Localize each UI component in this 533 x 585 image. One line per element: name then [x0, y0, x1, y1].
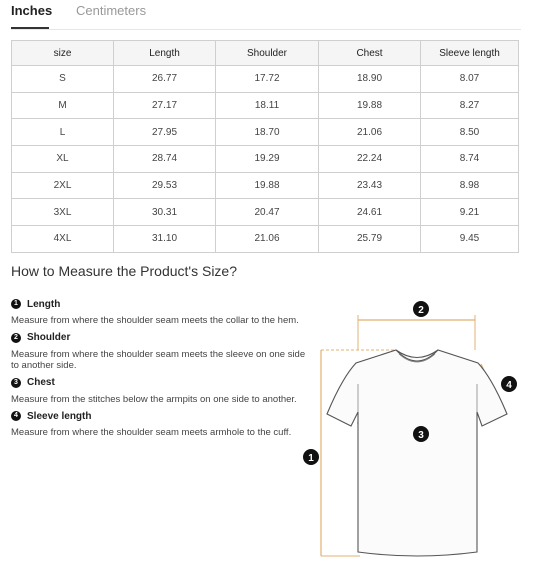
cell-sleeve-length: 8.98: [421, 172, 519, 199]
cell-length: 28.74: [114, 146, 216, 173]
cell-shoulder: 20.47: [216, 199, 319, 226]
instruction-title: Chest: [27, 377, 55, 388]
cell-length: 27.17: [114, 92, 216, 119]
cell-sleeve-length: 8.07: [421, 66, 519, 93]
number-badge: 4: [11, 411, 21, 421]
header-size: size: [12, 41, 114, 66]
tabs-divider: [11, 29, 521, 30]
cell-shoulder: 18.11: [216, 92, 319, 119]
table-header-row: [12, 41, 519, 66]
cell-chest: 25.79: [319, 226, 421, 253]
table-row: [12, 66, 519, 93]
marker-3: [413, 426, 429, 442]
cell-size: 2XL: [12, 172, 114, 199]
instruction-chest: [11, 376, 307, 406]
instruction-length: [11, 297, 307, 327]
cell-shoulder: 21.06: [216, 226, 319, 253]
instruction-title: Sleeve length: [27, 410, 92, 422]
tab-inches[interactable]: Inches: [11, 3, 53, 18]
svg-text:2: 2: [418, 305, 424, 316]
instruction-shoulder: [11, 331, 307, 372]
unit-tabs: [11, 0, 521, 31]
table-row: [12, 199, 519, 226]
instruction-text: Measure from where the shoulder seam meets armhole to the cuff.: [11, 427, 292, 438]
instruction-text: Measure from the stitches below the armpits on one side to another.: [11, 393, 297, 405]
cell-size: M: [12, 92, 114, 119]
cell-chest: 21.06: [319, 119, 421, 146]
instruction-title: Shoulder: [27, 332, 71, 343]
cell-length: 31.10: [114, 226, 216, 253]
cell-sleeve-length: 8.74: [421, 146, 519, 173]
cell-size: S: [12, 66, 114, 93]
cell-shoulder: 19.29: [216, 146, 319, 173]
cell-length: 26.77: [114, 66, 216, 93]
cell-chest: 19.88: [319, 92, 421, 119]
header-chest: Chest: [319, 41, 421, 66]
cell-sleeve-length: 9.45: [421, 226, 519, 253]
cell-length: 27.95: [114, 119, 216, 146]
instruction-text: Measure from where the shoulder seam meets the sleeve on one side to another side.: [11, 348, 306, 371]
table-row: [12, 226, 519, 253]
marker-4: [501, 376, 517, 392]
table-row: [12, 119, 519, 146]
cell-sleeve-length: 8.50: [421, 119, 519, 146]
header-sleeve-length: Sleeve length: [421, 41, 519, 66]
cell-chest: 18.90: [319, 66, 421, 93]
cell-size: L: [12, 119, 114, 146]
cell-shoulder: 19.88: [216, 172, 319, 199]
cell-chest: 24.61: [319, 199, 421, 226]
tshirt-diagram: [300, 290, 530, 580]
cell-size: 4XL: [12, 226, 114, 253]
table-row: [12, 92, 519, 119]
number-badge: 3: [11, 378, 21, 388]
measure-section-title: How to Measure the Product's Size?: [11, 263, 238, 279]
cell-size: 3XL: [12, 199, 114, 226]
tshirt-outline: [327, 350, 507, 556]
tab-centimeters[interactable]: Centimeters: [76, 3, 147, 18]
cell-length: 29.53: [114, 172, 216, 199]
cell-shoulder: 18.70: [216, 119, 319, 146]
instruction-text: Measure from where the shoulder seam meets the collar to the hem.: [11, 315, 299, 326]
number-badge: 2: [11, 333, 21, 343]
svg-text:4: 4: [506, 380, 512, 391]
marker-1: [303, 449, 319, 465]
header-length: Length: [114, 41, 216, 66]
cell-chest: 22.24: [319, 146, 421, 173]
table-row: [12, 146, 519, 173]
table-row: [12, 172, 519, 199]
cell-sleeve-length: 9.21: [421, 199, 519, 226]
tshirt-illustration: [300, 290, 530, 580]
measure-instructions: [11, 297, 307, 443]
cell-chest: 23.43: [319, 172, 421, 199]
cell-size: XL: [12, 146, 114, 173]
cell-sleeve-length: 8.27: [421, 92, 519, 119]
header-shoulder: Shoulder: [216, 41, 319, 66]
marker-2: [413, 301, 429, 317]
instruction-sleeve-length: [11, 409, 307, 439]
size-chart-table: [11, 40, 519, 253]
cell-length: 30.31: [114, 199, 216, 226]
number-badge: 1: [11, 299, 21, 309]
svg-text:1: 1: [308, 453, 314, 464]
svg-text:3: 3: [418, 430, 424, 441]
instruction-title: Length: [27, 298, 61, 310]
cell-shoulder: 17.72: [216, 66, 319, 93]
